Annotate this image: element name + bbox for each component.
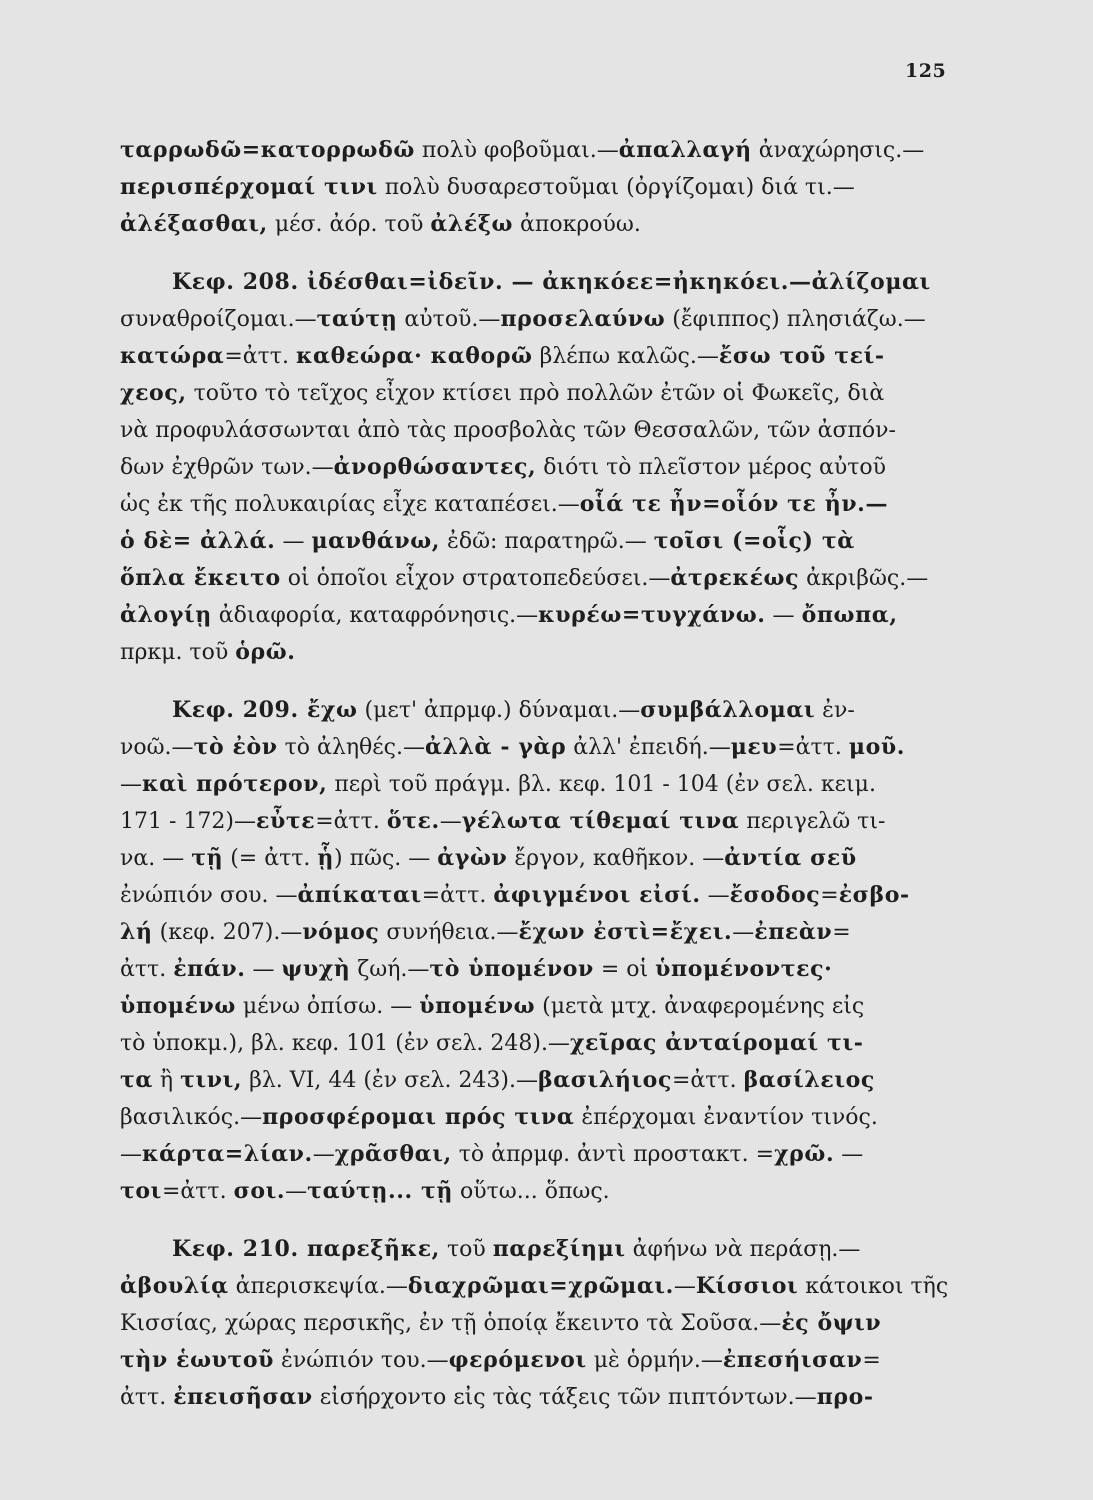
- gloss-text: δων ἐχθρῶν των.—: [120, 455, 334, 480]
- gloss-text: =ἀττ.: [224, 344, 296, 369]
- gloss-text: να. —: [120, 846, 192, 871]
- headword: μευ: [730, 734, 778, 760]
- gloss-text: οἱ ὁποῖοι εἶχον στρατοπεδεύσει.—: [280, 566, 671, 591]
- headword: ἐς ὄψιν: [781, 1310, 882, 1336]
- headword: οἷά τε ἦν=οἷόν τε ἦν.—: [579, 491, 889, 517]
- headword: κυρέω=τυγχάνω.: [538, 602, 766, 628]
- text-line: [120, 1062, 955, 1099]
- text-line: [120, 597, 955, 634]
- headword: χρῶ.: [774, 1141, 835, 1167]
- text-line: [120, 803, 955, 840]
- gloss-text: νὰ προφυλάσσωνται ἀπὸ τὰς προσβολὰς τῶν Θεσσαλῶν, τῶν ἀσπόν-: [120, 418, 896, 443]
- gloss-text: μὲ ὁρμήν.—: [586, 1348, 723, 1373]
- gloss-text: νοῶ.—: [120, 735, 194, 760]
- headword: χεῖρας ἀνταίρομαί τι-: [569, 1030, 864, 1056]
- headword: καθεώρα· καθορῶ: [295, 343, 533, 369]
- text-line: [120, 1173, 955, 1210]
- headword: τινι,: [180, 1067, 243, 1093]
- headword: τὴν ἑωυτοῦ: [120, 1347, 275, 1373]
- gloss-text: περὶ τοῦ πράγμ. βλ. κεφ. 101 - 104 (ἐν σελ. κειμ.: [327, 772, 876, 797]
- text-line: [120, 1268, 955, 1305]
- text-line: [120, 914, 955, 951]
- headword: ψυχὴ: [281, 956, 351, 982]
- text-line: [120, 1305, 955, 1342]
- headword: Κεφ. 210. παρεξῆκε,: [172, 1236, 440, 1262]
- headword: σοι.: [233, 1178, 286, 1204]
- headword: ταύτῃ: [316, 306, 398, 332]
- headword: ἐπεὰν: [754, 919, 833, 945]
- text-line: [120, 412, 955, 449]
- text-line: [120, 1136, 955, 1173]
- gloss-text: ἐνώπιόν σου. —: [120, 883, 298, 908]
- gloss-text: τοῦτο τὸ τεῖχος εἶχον κτίσει πρὸ πολλῶν ἐτῶν οἱ Φωκεῖς, διὰ: [186, 381, 885, 406]
- paragraph-chapter-209: [120, 692, 955, 1210]
- headword: ἀλέξω: [430, 211, 514, 237]
- headword: χεος,: [120, 380, 187, 406]
- gloss-text: ἀττ.: [120, 1385, 174, 1410]
- gloss-text: ἐνώπιόν του.—: [274, 1348, 449, 1373]
- gloss-text: συναθροίζομαι.—: [120, 307, 317, 332]
- gloss-text: κάτοικοι τῆς: [798, 1274, 949, 1299]
- gloss-text: βασιλικός.—: [120, 1105, 263, 1130]
- headword: ἀνορθώσαντες,: [333, 454, 537, 480]
- text-line: [120, 1231, 955, 1268]
- text-line: [120, 877, 955, 914]
- gloss-text: ἀκριβῶς.—: [799, 566, 929, 591]
- text-line: [120, 634, 955, 671]
- gloss-text: —: [834, 1142, 864, 1167]
- gloss-text: —: [285, 1179, 308, 1204]
- gloss-text: πρκμ. τοῦ: [120, 640, 236, 665]
- headword: ἀπαλλαγή: [618, 137, 752, 163]
- commentary-text: [120, 132, 955, 1416]
- gloss-text: ἐν-: [815, 698, 855, 723]
- headword: κάρτα=λίαν.: [142, 1141, 313, 1167]
- headword: ταύτῃ... τῇ: [307, 1178, 454, 1204]
- headword: ἐπεσήισαν: [722, 1347, 863, 1373]
- gloss-text: —: [120, 1142, 142, 1167]
- text-line: [120, 1342, 955, 1379]
- text-line: [120, 486, 955, 523]
- gloss-text: πολὺ φοβοῦμαι.—: [414, 138, 619, 163]
- text-line: [120, 1379, 955, 1416]
- headword: ὁρῶ.: [235, 639, 296, 665]
- headword: περισπέρχομαί τινι: [120, 174, 378, 200]
- headword: Κεφ. 209. ἔχω: [172, 697, 358, 723]
- gloss-text: =ἀττ.: [161, 1179, 234, 1204]
- gloss-text: —: [245, 957, 282, 982]
- gloss-text: —: [312, 1142, 335, 1167]
- headword: τὸ ὑπομένον: [429, 956, 594, 982]
- headword: τοῖσι (=οἷς) τὰ: [653, 528, 855, 554]
- gloss-text: ) πῶς. —: [334, 846, 438, 871]
- gloss-text: ζωή.—: [350, 957, 430, 982]
- headword: ᾗ: [317, 845, 335, 871]
- headword: ἀφιγμένοι εἰσί.: [493, 882, 701, 908]
- gloss-text: =ἀττ.: [421, 883, 494, 908]
- paragraph-chapter-210: [120, 1231, 955, 1416]
- headword: ὁ δὲ= ἀλλά.: [120, 528, 276, 554]
- text-line: [120, 692, 955, 729]
- text-line: [120, 1099, 955, 1136]
- gloss-text: περιγελῶ τι-: [739, 809, 886, 834]
- headword: εὖτε: [256, 808, 316, 834]
- gloss-text: ὡς ἐκ τῆς πολυκαιρίας εἶχε καταπέσει.—: [120, 492, 580, 517]
- text-line: [120, 132, 955, 169]
- text-line: [120, 560, 955, 597]
- gloss-text: (κεφ. 207).—: [152, 920, 303, 945]
- headword: προ-: [816, 1384, 874, 1410]
- gloss-text: (ἔφιππος) πλησιάζω.—: [665, 307, 926, 332]
- text-line: [120, 264, 955, 301]
- headword: ἔχων ἐστὶ=ἔχει.: [518, 919, 733, 945]
- text-line: [120, 169, 955, 206]
- gloss-text: ἢ: [152, 1068, 181, 1093]
- headword: μανθάνω,: [311, 528, 441, 554]
- gloss-text: βλέπω καλῶς.—: [532, 344, 719, 369]
- headword: ὑπομένοντες·: [655, 956, 833, 982]
- gloss-text: —: [765, 603, 802, 628]
- gloss-text: —: [732, 920, 755, 945]
- gloss-text: τοῦ: [439, 1237, 493, 1262]
- headword: γέλωτα τίθεμαί τινα: [461, 808, 740, 834]
- gloss-text: =ἀττ.: [315, 809, 387, 834]
- gloss-text: =: [820, 883, 839, 908]
- gloss-text: Κισσίας, χώρας περσικῆς, ἐν τῇ ὁποίᾳ ἔκειντο τὰ Σοῦσα.—: [120, 1311, 782, 1336]
- gloss-text: ἀττ.: [120, 957, 174, 982]
- text-line: [120, 729, 955, 766]
- gloss-text: ἔργον, καθῆκον. —: [507, 846, 725, 871]
- headword: ὅτε.: [386, 808, 440, 834]
- text-line: [120, 988, 955, 1025]
- gloss-text: μένω ὀπίσω. —: [235, 994, 420, 1019]
- gloss-text: εἰσήρχοντο εἰς τὰς τάξεις τῶν πιπτόντων.—: [312, 1385, 817, 1410]
- headword: ἐπεισῆσαν: [173, 1384, 313, 1410]
- gloss-text: ἐδῶ: παρατηρῶ.—: [440, 529, 654, 554]
- gloss-text: 171 - 172)—: [120, 809, 256, 834]
- gloss-text: = οἱ: [593, 957, 656, 982]
- text-line: [120, 766, 955, 803]
- text-line: [120, 301, 955, 338]
- headword: μοῦ.: [848, 734, 905, 760]
- headword: νόμος: [302, 919, 380, 945]
- headword: ἀλλὰ - γὰρ: [424, 734, 567, 760]
- gloss-text: =: [862, 1348, 881, 1373]
- text-line: [120, 338, 955, 375]
- headword: προσφέρομαι πρός τινα: [262, 1104, 575, 1130]
- headword: ἔσοδος: [729, 882, 821, 908]
- gloss-text: (μετὰ μτχ. ἀναφερομένης εἰς: [535, 994, 865, 1019]
- gloss-text: =: [832, 920, 851, 945]
- headword: ἀγὼν: [437, 845, 508, 871]
- headword: παρεξίημι: [492, 1236, 626, 1262]
- gloss-text: =ἀττ.: [777, 735, 849, 760]
- headword: ἀτρεκέως: [670, 565, 800, 591]
- gloss-text: —: [120, 772, 142, 797]
- headword: κατώρα: [120, 343, 225, 369]
- gloss-text: αὐτοῦ.—: [397, 307, 501, 332]
- headword: προσελαύνω: [500, 306, 666, 332]
- gloss-text: διότι τὸ πλεῖστον μέρος αὐτοῦ: [536, 455, 886, 480]
- headword: ταρρωδῶ=κατορρωδῶ: [120, 137, 415, 163]
- headword: ὑπομένω: [419, 993, 536, 1019]
- headword: ἀντία σεῦ: [724, 845, 857, 871]
- headword: λή: [120, 919, 153, 945]
- gloss-text: ἀναχώρησις.—: [751, 138, 925, 163]
- gloss-text: τὸ ὑποκμ.), βλ. κεφ. 101 (ἐν σελ. 248).—: [120, 1031, 570, 1056]
- text-line: [120, 951, 955, 988]
- headword: καὶ πρότερον,: [142, 771, 328, 797]
- headword: ὑπομένω: [120, 993, 236, 1019]
- gloss-text: (= ἀττ.: [223, 846, 318, 871]
- headword: τὸ ἐὸν: [193, 734, 278, 760]
- headword: φερόμενοι: [448, 1347, 587, 1373]
- headword: τα: [120, 1067, 153, 1093]
- text-line: [120, 375, 955, 412]
- text-line: [120, 449, 955, 486]
- gloss-text: (μετ' ἀπρμφ.) δύναμαι.—: [357, 698, 641, 723]
- headword: διαχρῶμαι=χρῶμαι.: [407, 1273, 674, 1299]
- paragraph-continuation: [120, 132, 955, 243]
- paragraph-chapter-208: [120, 264, 955, 671]
- gloss-text: —: [700, 883, 730, 908]
- headword: βασιλήιος: [538, 1067, 672, 1093]
- text-line: [120, 523, 955, 560]
- gloss-text: πολὺ δυσαρεστοῦμαι (ὀργίζομαι) διά τι.—: [377, 175, 855, 200]
- gloss-text: συνήθεια.—: [379, 920, 519, 945]
- headword: Κεφ. 208. ἰδέσθαι=ἰδεῖν. — ἀκηκόεε=ἠκηκόει.—ἀλίζομαι: [172, 269, 931, 295]
- headword: ἀλογίῃ: [120, 602, 212, 628]
- headword: βασίλειος: [743, 1067, 875, 1093]
- headword: ἐσβο-: [838, 882, 910, 908]
- gloss-text: οὕτω... ὅπως.: [453, 1179, 610, 1204]
- gloss-text: ἀδιαφορία, καταφρόνησις.—: [211, 603, 539, 628]
- gloss-text: ἀποκρούω.: [513, 212, 641, 237]
- headword: Κίσσιοι: [695, 1273, 799, 1299]
- headword: ἐπάν.: [173, 956, 246, 982]
- gloss-text: —: [275, 529, 312, 554]
- headword: ἀπίκαται: [297, 882, 422, 908]
- headword: ὄπωπα,: [801, 602, 898, 628]
- gloss-text: βλ. VI, 44 (ἐν σελ. 243).—: [242, 1068, 539, 1093]
- text-line: [120, 840, 955, 877]
- headword: τοι: [120, 1178, 162, 1204]
- headword: τῇ: [191, 845, 224, 871]
- headword: ὅπλα ἔκειτο: [120, 565, 281, 591]
- gloss-text: τὸ ἀληθές.—: [277, 735, 425, 760]
- text-line: [120, 206, 955, 243]
- gloss-text: τὸ ἀπρμφ. ἀντὶ προστακτ. =: [451, 1142, 775, 1167]
- gloss-text: ἀλλ' ἐπειδή.—: [566, 735, 731, 760]
- text-line: [120, 1025, 955, 1062]
- gloss-text: =ἀττ.: [671, 1068, 744, 1093]
- headword: συμβάλλομαι: [640, 697, 816, 723]
- gloss-text: μέσ. ἀόρ. τοῦ: [267, 212, 431, 237]
- gloss-text: ἀπερισκεψία.—: [228, 1274, 408, 1299]
- headword: ἀβουλίᾳ: [120, 1273, 229, 1299]
- headword: χρᾶσθαι,: [334, 1141, 452, 1167]
- headword: ἔσω τοῦ τεί-: [718, 343, 885, 369]
- page-number: 125: [905, 60, 947, 82]
- headword: ἀλέξασθαι,: [120, 211, 268, 237]
- gloss-text: ἐπέρχομαι ἐναντίον τινός.: [574, 1105, 878, 1130]
- gloss-text: —: [673, 1274, 696, 1299]
- gloss-text: —: [439, 809, 462, 834]
- gloss-text: ἀφήνω νὰ περάσῃ.—: [625, 1237, 861, 1262]
